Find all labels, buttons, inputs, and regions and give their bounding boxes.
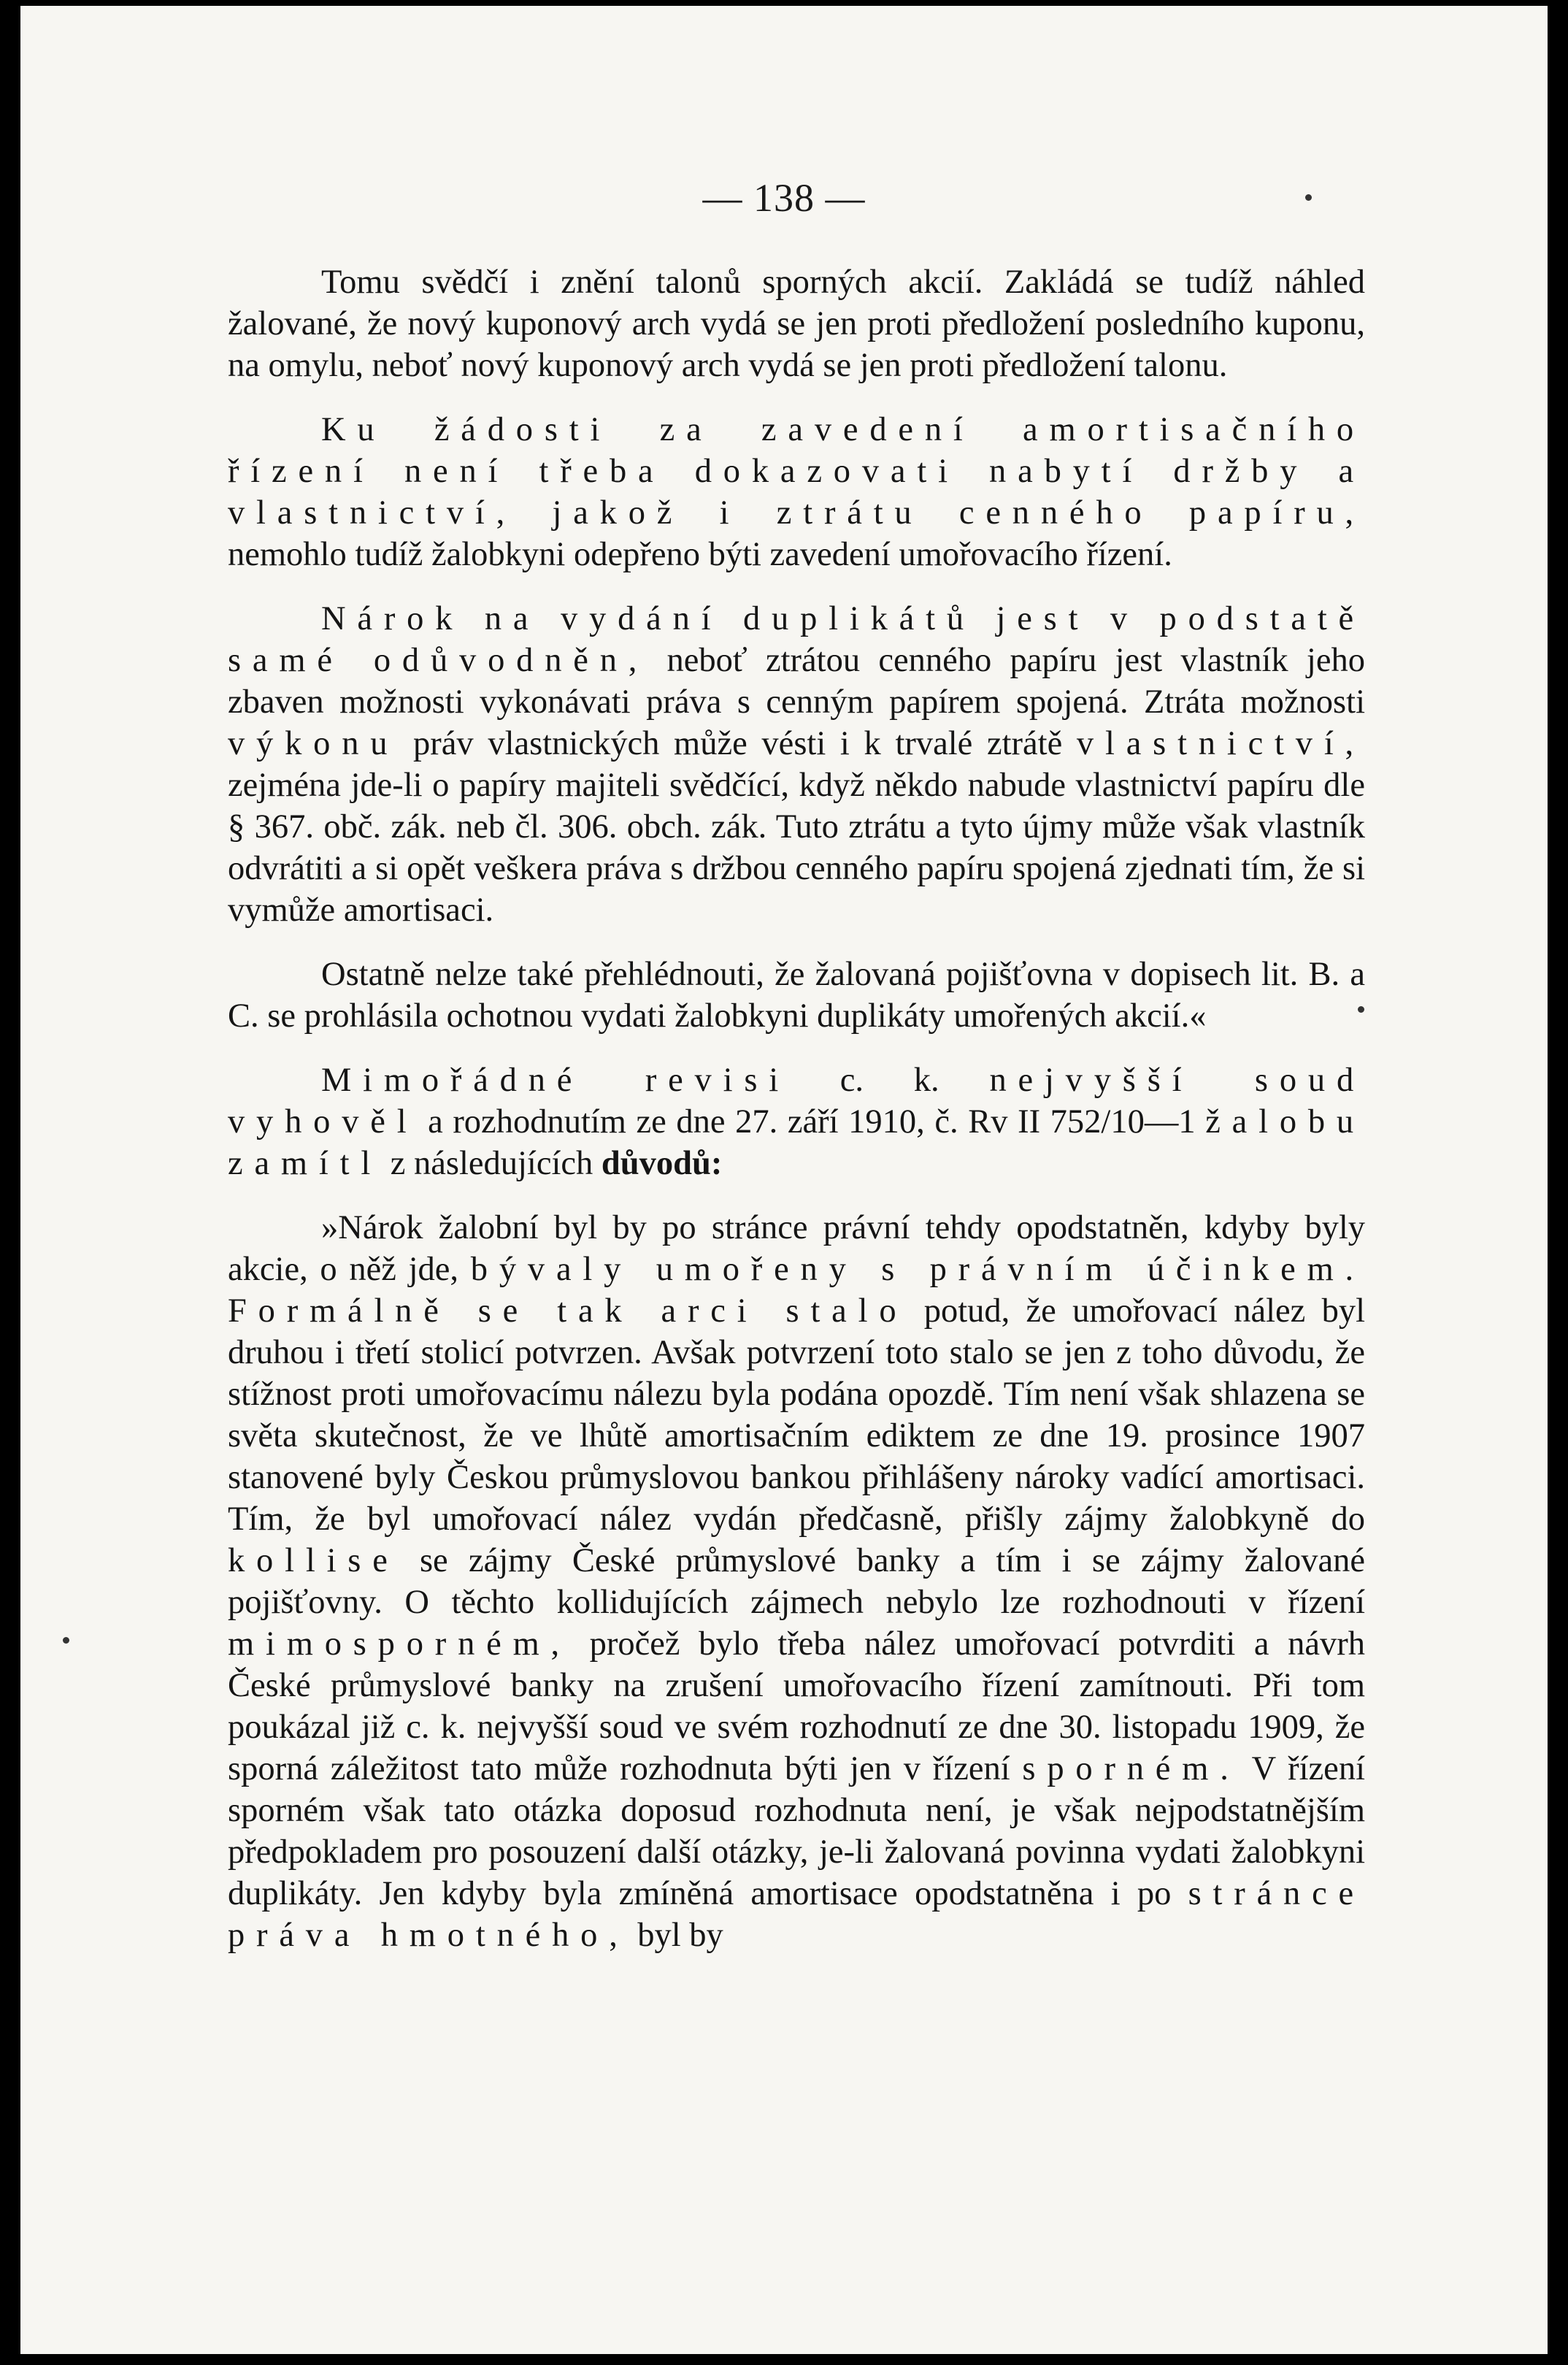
paragraph-3-spaced-3: vlastnictví, (1076, 725, 1365, 762)
paragraph-6 (228, 1207, 1365, 1956)
paragraph-2-text: nemohlo tudíž žalobkyni odepřeno býti zavedení umořovacího řízení. (228, 536, 1172, 573)
paragraph-6-text-3: se zájmy České průmyslové banky a tím i se zájmy žalované pojišťovny. O těchto kollidujících zájmech nebylo lze rozhodnouti v řízení (228, 1542, 1365, 1621)
paragraph-6-text-6: byl by (629, 1917, 723, 1954)
paragraph-1 (228, 261, 1365, 386)
paragraph-6-text-2: potud, že umořovací nález byl druhou i třetí stolicí potvrzen. Avšak potvrzení toto stalo se jen z toho důvodu, že stížnost proti umořovacímu nálezu byla podána opozdě. Tím není však shlazena se světa skutečnost, že ve lhůtě amortisačním ediktem ze dne 19. prosince 1907 stanovené byly Českou průmyslovou bankou přihlášeny nároky vadící amortisaci. Tím, že byl umořovací nález vydán předčasně, přišly zájmy žalobkyně do (228, 1292, 1365, 1538)
print-speck (1305, 194, 1312, 201)
paragraph-5-spaced-2: nejvyšší soud vyhověl (228, 1062, 1366, 1141)
paragraph-3 (228, 598, 1365, 931)
paragraph-6-spaced-4: sporném. (1022, 1750, 1240, 1787)
paragraph-4-text: Ostatně nelze také přehlédnouti, že žalovaná pojišťovna v dopisech lit. B. a C. se prohlásila ochotnou vydati žalobkyni duplikáty umořených akcií.« (228, 956, 1365, 1035)
paragraph-6-text-5: V řízení sporném však tato otázka doposud rozhodnuta není, je však nejpodstatnějším předpokladem pro posouzení další otázky, je-li žalovaná povinna vydati žalobkyni duplikáty. Jen kdyby byla zmíněná amortisace opodstatněna i po (228, 1750, 1365, 1912)
paragraph-6-spaced-3: mimosporném, (228, 1625, 571, 1663)
paragraph-2 (228, 409, 1365, 575)
paragraph-3-spaced-2: výkonu (228, 725, 399, 762)
print-speck (63, 1637, 69, 1644)
paragraph-6-spaced-1: bývaly umořeny s právním účinkem. Formálně se tak arci stalo (228, 1251, 1365, 1330)
paragraph-2-spaced: Ku žádosti za zavedení amortisačního řízení není třeba dokazovati nabytí držby a vlastnictví, jakož i ztrátu cenného papíru, (228, 411, 1365, 532)
paragraph-5-text-1: c. k. (789, 1062, 990, 1099)
paragraph-5-text-3: z následujících (382, 1145, 602, 1182)
paragraph-5-spaced-1: Mimořádné revisi (321, 1062, 790, 1099)
paragraph-3-spaced-1: Nárok na vydání duplikátů jest v podstatě samé odůvodněn, (228, 600, 1365, 679)
paragraph-6-spaced-2: kollise (228, 1542, 399, 1579)
paragraph-5-spaced-3: žalobu zamítl (228, 1103, 1365, 1182)
scanned-page (20, 6, 1548, 2354)
paragraph-6-text-4: pročež bylo třeba nález umořovací potvrditi a návrh České průmyslové banky na zrušení umořovacího řízení zamítnouti. Při tom poukázal již c. k. nejvyšší soud ve svém rozhodnutí ze dne 30. listopadu 1909, že sporná záležitost tato může rozhodnuta býti jen v řízení (228, 1625, 1365, 1787)
paragraph-3-text-2: práv vlastnických může vésti i k trvalé ztrátě (399, 725, 1077, 762)
paragraph-6-spaced-5: stránce práva hmotného, (228, 1875, 1365, 1954)
paragraph-1-text: Tomu svědčí i znění talonů sporných akcií. Zakládá se tudíž náhled žalované, že nový kuponový arch vydá se jen proti předložení posledního kuponu, na omylu, neboť nový kuponový arch vydá se jen proti předložení talonu. (228, 264, 1365, 384)
body-text (228, 261, 1365, 1979)
paragraph-5-bold: důvodů: (601, 1145, 723, 1182)
paragraph-3-text-3: zejména jde-li o papíry majiteli svědčící, když někdo nabude vlastnictví papíru dle § 367. obč. zák. neb čl. 306. obch. zák. Tuto ztrátu a tyto újmy může však vlastník odvrátiti a si opět veškera práva s držbou cenného papíru spojená zjednati tím, že si vymůže amortisaci. (228, 767, 1365, 929)
paragraph-4 (228, 954, 1365, 1037)
paragraph-5-text-2: a rozhodnutím ze dne 27. září 1910, č. Rv II 752/10—1 (418, 1103, 1206, 1141)
paragraph-6-text-1: »Nárok žalobní byl by po stránce právní tehdy opodstatněn, kdyby byly akcie, o něž jde, (228, 1209, 1365, 1288)
page-number: — 138 — (702, 176, 866, 220)
paragraph-5 (228, 1059, 1365, 1184)
paragraph-3-text-1: neboť ztrátou cenného papíru jest vlastník jeho zbaven možnosti vykonávati práva s cenným papírem spojená. Ztráta možnosti (228, 642, 1365, 721)
print-speck (1358, 1006, 1364, 1013)
